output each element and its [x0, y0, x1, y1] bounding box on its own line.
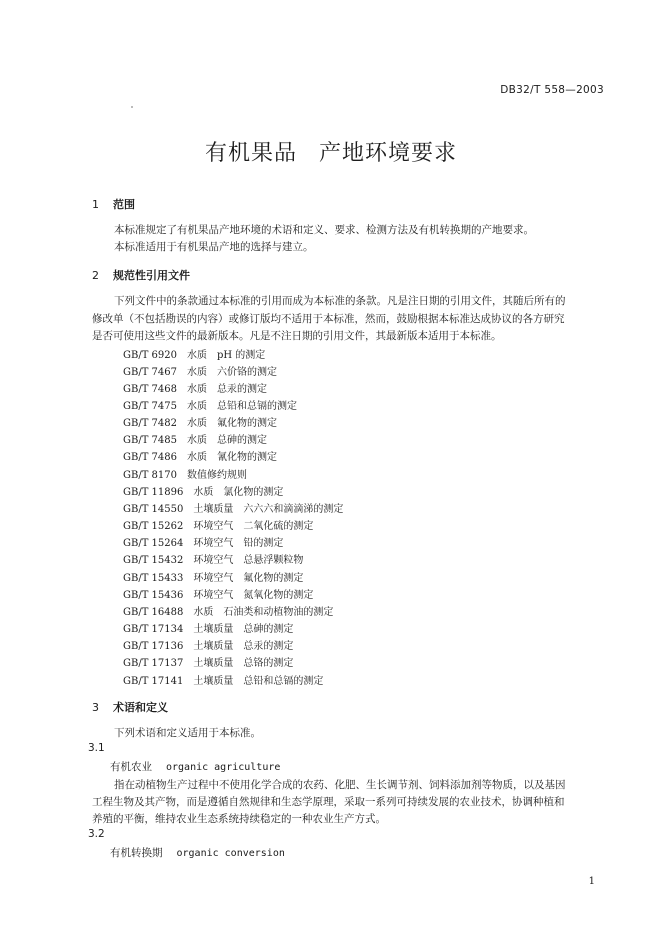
reference-item: GB/T 7482 水质 氟化物的测定	[123, 418, 278, 429]
term-definition-line: 工程生物及其产物，而是遵循自然规律和生态学原理，采取一系列可持续发展的农业技术，协调种植和	[92, 796, 565, 808]
page-number: 1	[588, 876, 595, 887]
reference-item: GB/T 17134 土壤质量 总砷的测定	[123, 624, 294, 635]
term-cn: 有机转换期	[110, 847, 163, 859]
reference-item: GB/T 15432 环境空气 总悬浮颗粒物	[123, 555, 304, 566]
section-2-heading: 2 规范性引用文件	[92, 269, 190, 282]
reference-item: GB/T 7468 水质 总汞的测定	[123, 384, 268, 395]
document-title	[0, 136, 662, 167]
term-definition-line: 指在动植物生产过程中不使用化学合成的农药、化肥、生长调节剂、饲料添加剂等物质，以及基因	[114, 779, 566, 791]
title-part-2: 产地环境要求	[319, 141, 458, 166]
reference-item: GB/T 15264 环境空气 铅的测定	[123, 538, 284, 549]
reference-item: GB/T 15433 环境空气 氟化物的测定	[123, 573, 304, 584]
scan-speck	[131, 106, 133, 108]
reference-item: GB/T 7467 水质 六价铬的测定	[123, 367, 278, 378]
reference-item: GB/T 6920 水质 pH 的测定	[123, 350, 266, 361]
reference-item: GB/T 15262 环境空气 二氧化硫的测定	[123, 521, 314, 532]
reference-item: GB/T 17141 土壤质量 总铅和总镉的测定	[123, 676, 324, 687]
reference-item: GB/T 11896 水质 氯化物的测定	[123, 487, 284, 498]
reference-item: GB/T 7486 水质 氰化物的测定	[123, 452, 278, 463]
reference-item: GB/T 8170 数值修约规则	[123, 470, 248, 481]
section-3-heading: 3 术语和定义	[92, 701, 168, 714]
reference-item: GB/T 17137 土壤质量 总铬的测定	[123, 658, 294, 669]
section-2-intro-line: 是否可使用这些文件的最新版本。凡是不注日期的引用文件，其最新版本适用于本标准。	[92, 330, 502, 342]
section-1-heading: 1 范围	[92, 198, 135, 211]
reference-item: GB/T 14550 土壤质量 六六六和滴滴涕的测定	[123, 504, 344, 515]
section-1-paragraph: 本标准规定了有机果品产地环境的术语和定义、要求、检测方法及有机转换期的产地要求。	[114, 224, 534, 236]
reference-item: GB/T 7485 水质 总砷的测定	[123, 435, 268, 446]
term-number: 3.2	[88, 828, 105, 840]
reference-item: GB/T 15436 环境空气 氮氧化物的测定	[123, 590, 314, 601]
term-en: organic conversion	[176, 848, 285, 859]
title-part-1: 有机果品	[204, 141, 297, 166]
term-definition-line: 养殖的平衡，维持农业生态系统持续稳定的一种农业生产方式。	[92, 813, 386, 825]
standard-code: DB32/T 558—2003	[500, 84, 604, 96]
reference-item: GB/T 17136 土壤质量 总汞的测定	[123, 641, 294, 652]
section-3-intro: 下列术语和定义适用于本标准。	[114, 727, 261, 739]
term-en: organic agriculture	[166, 762, 281, 773]
term-number: 3.1	[88, 742, 105, 754]
reference-item: GB/T 16488 水质 石油类和动植物油的测定	[123, 607, 334, 618]
term-cn: 有机农业	[110, 761, 152, 773]
section-2-intro-line: 修改单（不包括勘误的内容）或修订版均不适用于本标准，然而，鼓励根据本标准达成协议的各方研究	[92, 313, 565, 325]
term-heading	[110, 759, 280, 774]
section-2-intro-line: 下列文件中的条款通过本标准的引用而成为本标准的条款。凡是注日期的引用文件，其随后所有的	[114, 295, 566, 307]
reference-item: GB/T 7475 水质 总铅和总镉的测定	[123, 401, 298, 412]
term-heading	[110, 845, 285, 860]
section-1-paragraph: 本标准适用于有机果品产地的选择与建立。	[114, 241, 314, 253]
